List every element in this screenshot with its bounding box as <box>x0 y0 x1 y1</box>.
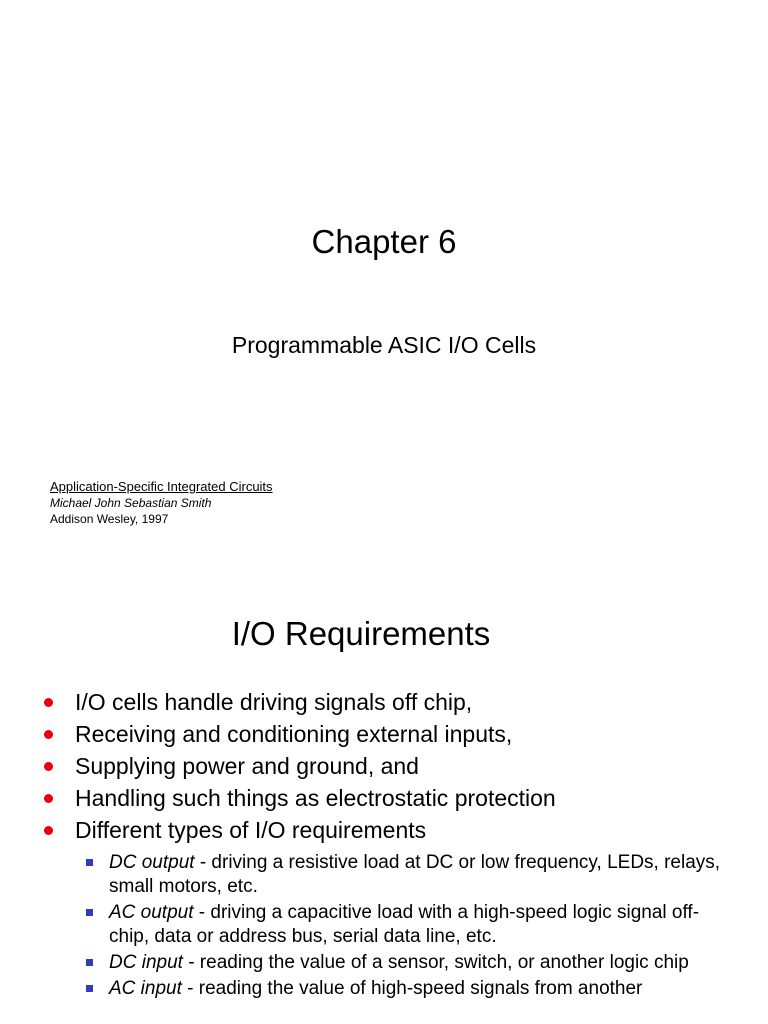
io-requirements-slide <box>0 576 768 1024</box>
subbullet-text: - reading the value of a sensor, switch, or another logic chip <box>182 952 689 973</box>
bullet-list <box>0 686 768 846</box>
red-dot-icon <box>44 762 53 771</box>
subbullet-term: AC output <box>109 902 194 923</box>
subbullet-list <box>0 851 768 1003</box>
subbullet-term: DC input <box>109 952 183 973</box>
subbullet-text: - reading the value of high-speed signals from another <box>181 978 643 999</box>
author: Michael John Sebastian Smith <box>50 496 212 510</box>
bullet-item <box>0 718 768 750</box>
subbullet-text: - driving a resistive load at DC or low frequency, LEDs, relays, small motors, etc. <box>109 852 721 897</box>
subbullet-item <box>0 977 768 1001</box>
bullet-item <box>0 686 768 718</box>
citation <box>50 479 273 527</box>
bullet-text: Handling such things as electrostatic protection <box>75 785 556 811</box>
bullet-text: Supplying power and ground, and <box>75 753 419 779</box>
red-dot-icon <box>44 730 53 739</box>
bullet-text: Receiving and conditioning external inputs, <box>75 721 513 747</box>
bullet-text: I/O cells handle driving signals off chip, <box>75 689 473 715</box>
blue-square-icon <box>86 985 93 992</box>
red-dot-icon <box>44 826 53 835</box>
subbullet-term: AC input <box>109 978 182 999</box>
subbullet-item <box>0 951 768 975</box>
book-title: Application-Specific Integrated Circuits <box>50 479 273 494</box>
slide-title: I/O Requirements <box>231 615 491 652</box>
subbullet-item <box>0 901 768 949</box>
red-dot-icon <box>44 698 53 707</box>
chapter-subtitle: Programmable ASIC I/O Cells <box>231 332 537 358</box>
bullet-item <box>0 750 768 782</box>
blue-square-icon <box>86 959 93 966</box>
red-dot-icon <box>44 794 53 803</box>
publisher: Addison Wesley, 1997 <box>50 512 169 526</box>
subbullet-term: DC output <box>109 852 195 873</box>
subbullet-item <box>0 851 768 899</box>
bullet-text: Different types of I/O requirements <box>75 817 427 843</box>
subbullet-text: - driving a capacitive load with a high-speed logic signal off-chip, data or address bus, serial data line, etc. <box>109 902 700 947</box>
blue-square-icon <box>86 909 93 916</box>
chapter-title: Chapter 6 <box>311 223 457 260</box>
blue-square-icon <box>86 859 93 866</box>
bullet-item <box>0 782 768 814</box>
bullet-item <box>0 814 768 846</box>
